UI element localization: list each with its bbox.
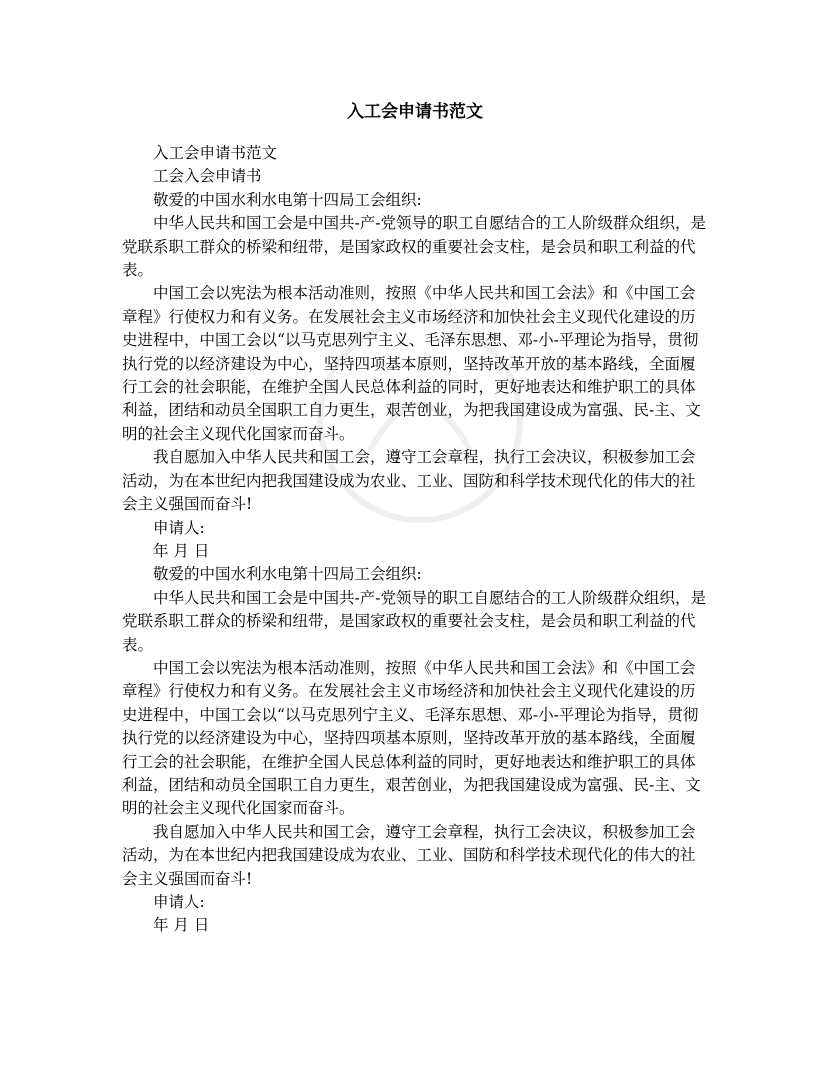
document-body (122, 142, 710, 938)
paragraph-heading: 入工会申请书范文 (153, 144, 278, 162)
paragraph-date: 年 月 日 (153, 541, 210, 560)
paragraph-date: 年 月 日 (153, 916, 210, 935)
page-title: 入工会申请书范文 (347, 102, 483, 122)
paragraph-salutation: 敬爱的中国水利水电第十四局工会组织: (153, 190, 422, 209)
paragraph-salutation: 敬爱的中国水利水电第十四局工会组织: (153, 565, 422, 584)
paragraph-body: 中华人民共和国工会是中国共-产-党领导的职工自愿结合的工人阶级群众组织，是党联系职工群众的桥梁和纽带，是国家政权的重要社会支柱，是会员和职工利益的代表。 (122, 588, 706, 654)
paragraph-body: 中华人民共和国工会是中国共-产-党领导的职工自愿结合的工人阶级群众组织，是党联系职工群众的桥梁和纽带，是国家政权的重要社会支柱，是会员和职工利益的代表。 (122, 214, 706, 280)
paragraph-body: 我自愿加入中华人民共和国工会，遵守工会章程，执行工会决议，积极参加工会活动，为在本世纪内把我国建设成为农业、工业、国防和科学技术现代化的伟大的社会主义强国而奋斗! (122, 448, 696, 514)
paragraph-applicant: 申请人: (153, 893, 205, 911)
paragraph-applicant: 申请人: (153, 518, 205, 537)
paragraph-subheading: 工会入会申请书 (153, 167, 262, 186)
paragraph-body: 中国工会以宪法为根本活动准则，按照《中华人民共和国工会法》和《中国工会章程》行使权力和有义务。在发展社会主义市场经济和加快社会主义现代化建设的历史进程中，中国工会以“以马克思列宁主义、毛泽东思想、邓-小-平理论为指导，贯彻执行党的以经济建设为中心，坚持四项基本原则，坚持改革开放的基本路线，全面履行工会的社会职能，在维护全国人民总体利益的同时，更好地表达和维护职工的具体利益，团结和动员全国职工自力更生，艰苦创业，为把我国建设成为富强、民-主、文明的社会主义现代化国家而奋斗。 (122, 658, 701, 818)
paragraph-body: 中国工会以宪法为根本活动准则，按照《中华人民共和国工会法》和《中国工会章程》行使权力和有义务。在发展社会主义市场经济和加快社会主义现代化建设的历史进程中，中国工会以“以马克思列宁主义、毛泽东思想、邓-小-平理论为指导，贯彻执行党的以经济建设为中心，坚持四项基本原则，坚持改革开放的基本路线，全面履行工会的社会职能，在维护全国人民总体利益的同时，更好地表达和维护职工的具体利益，团结和动员全国职工自力更生，艰苦创业，为把我国建设成为富强、民-主、文明的社会主义现代化国家而奋斗。 (122, 284, 701, 443)
paragraph-body: 我自愿加入中华人民共和国工会，遵守工会章程，执行工会决议，积极参加工会活动，为在本世纪内把我国建设成为农业、工业、国防和科学技术现代化的伟大的社会主义强国而奋斗! (122, 822, 696, 888)
